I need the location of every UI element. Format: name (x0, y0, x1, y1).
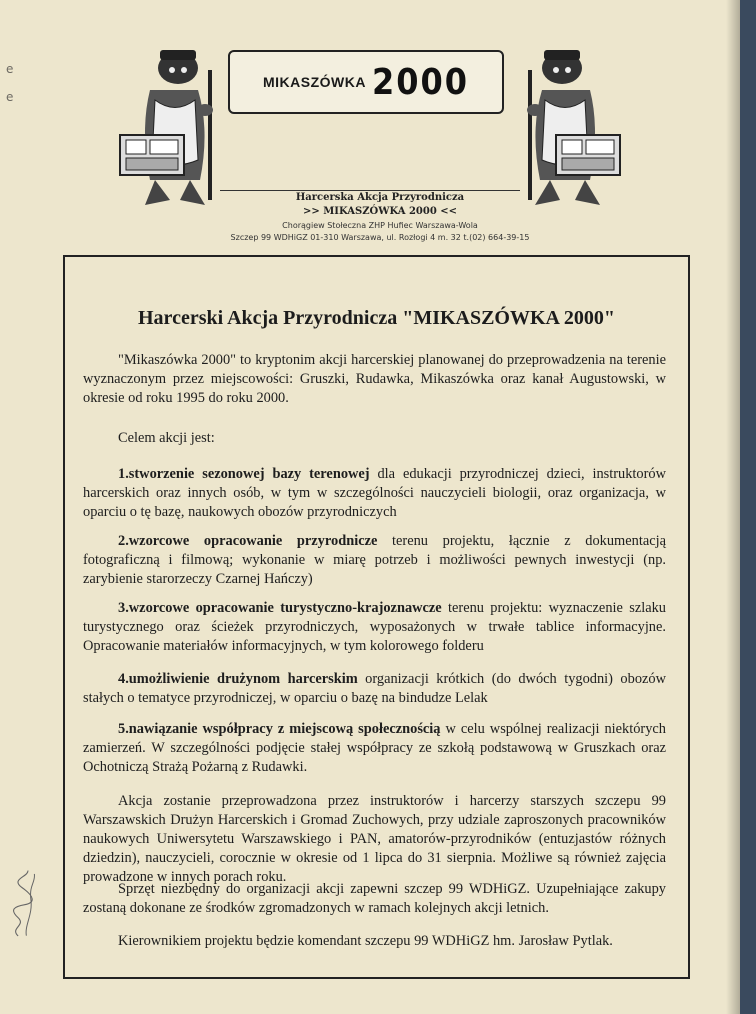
goals-heading-text: Celem akcji jest: (118, 430, 215, 446)
leader-paragraph (83, 932, 666, 951)
goal-text: terenu projektu: wyznaczenie szlaku turystycznego oraz ścieżek przyrodniczych, wyposażonych w trwałe tablice informacyjne. Opracowanie materiałów informacyjnych, w tym kolorowego folderu (83, 600, 666, 654)
banner-small-text: MIKASZÓWKA (262, 74, 366, 90)
goal-title: 3.wzorcowe opracowanie turystyczno-krajoznawcze (118, 600, 442, 616)
header-unit: Chorągiew Stołeczna ZHP Hufiec Warszawa-Wola (282, 221, 478, 230)
goal-title: 5.nawiązanie współpracy z miejscową społecznością (118, 721, 441, 737)
letterhead (110, 20, 650, 255)
goal-item (83, 465, 666, 522)
header-address: Szczep 99 WDHiGZ 01-310 Warszawa, ul. Rozłogi 4 m. 32 t.(02) 664-39-15 (230, 233, 530, 242)
goal-text: organizacji krótkich (do dwóch tygodni) obozów stałych o tematyce przyrodniczej, w oparciu o bazę na bindudze Lelak (83, 671, 666, 706)
goal-text: w celu wspólnej realizacji niektórych zamierzeń. W szczególności podjęcie stałej współpracy ze szkołą podstawową w Gruszkach oraz Ochotniczą Strażą Pożarną z Rudawki. (83, 721, 666, 775)
goal-item (83, 720, 666, 777)
document-frame (63, 255, 690, 979)
goal-title: 2.wzorcowe opracowanie przyrodnicze (118, 533, 378, 549)
intro-paragraph (83, 351, 666, 408)
margin-mark: e (6, 62, 14, 76)
goal-title: 4.umożliwienie drużynom harcerskim (118, 671, 358, 687)
handwritten-signature (4, 867, 45, 941)
execution-paragraph (83, 792, 666, 887)
beaver-mascot-left-icon (110, 40, 220, 210)
header-org-name: Harcerska Akcja Przyrodnicza (295, 192, 465, 203)
goal-item (83, 670, 666, 708)
background-edge (740, 0, 756, 1014)
margin-mark: e (6, 90, 14, 104)
goal-item (83, 599, 666, 656)
header-divider (220, 190, 520, 191)
header-action-name: >> MIKASZÓWKA 2000 << (302, 206, 458, 217)
leader-text: Kierownikiem projektu będzie komendant szczepu 99 WDHiGZ hm. Jarosław Pytlak. (118, 933, 613, 949)
document-title: Harcerski Akcja Przyrodnicza "MIKASZÓWKA 2000" (138, 307, 615, 329)
mikaszowka-banner-logo (228, 50, 504, 114)
goal-title: 1.stworzenie sezonowej bazy terenowej (118, 466, 370, 482)
equipment-text: Sprzęt niezbędny do organizacji akcji zapewni szczep 99 WDHiGZ. Uzupełniające zakupy zostaną dokonane ze środków zgromadzonych w ramach kolejnych akcji letnich. (83, 881, 666, 916)
beaver-mascot-right-icon (520, 40, 630, 210)
goal-text: terenu projektu, łącznie z dokumentacją fotograficzną i filmową; wykonanie w miarę potrzeb i możliwości pewnych inwestycji (np. zarybienie starorzeczy Czarnej Hańczy) (83, 533, 666, 587)
intro-text: "Mikaszówka 2000" to kryptonim akcji harcerskiej planowanej do przeprowadzenia na terenie wyznaczonym przez miejscowości: Gruszki, Rudawka, Mikaszówka oraz kanał Augustowski, w okresie od roku 1995 do roku 2000. (83, 352, 666, 406)
page-fold-shadow (726, 0, 740, 1014)
goal-text: dla edukacji przyrodniczej dzieci, instruktorów harcerskich oraz innych osób, w tym w szczególności nauczycieli biologii, oraz organizacja, w oparciu o tę bazę, naukowych obozów przyrodniczych (83, 466, 666, 520)
goals-heading (83, 429, 666, 448)
banner-big-text: 2000 (371, 61, 470, 103)
goal-item (83, 532, 666, 589)
execution-text: Akcja zostanie przeprowadzona przez instruktorów i harcerzy starszych szczepu 99 Warszawskich Drużyn Harcerskich i Gromad Zuchowych, przy udziale zaproszonych pracowników naukowych Uniwersytetu Warszawskiego i PAN, amatorów-przyrodników (entuzjastów różnych dziedzin), nauczycieli, corocznie w okresie od 1 lipca do 31 sierpnia. Możliwe są również zajęcia prowadzone w innych porach roku. (83, 793, 666, 885)
equipment-paragraph (83, 880, 666, 918)
